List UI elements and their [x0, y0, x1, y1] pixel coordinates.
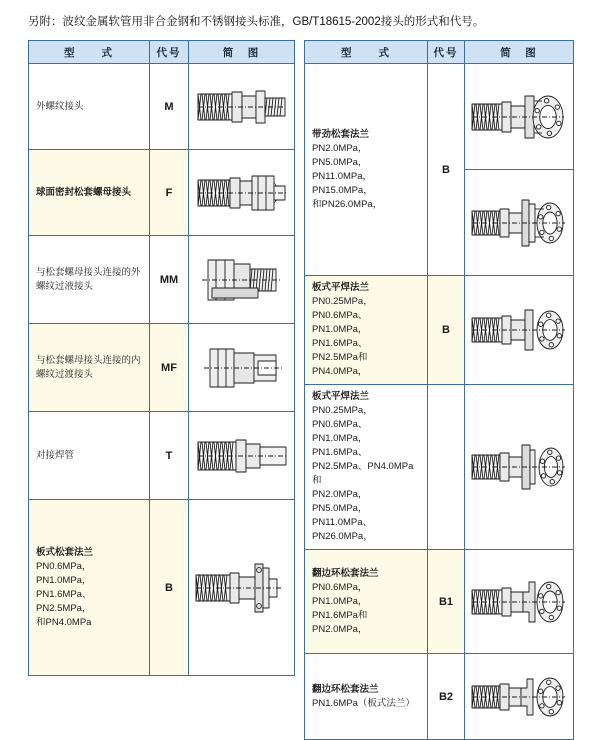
row-figure-cell: [189, 64, 295, 150]
header-code: 代号: [428, 41, 465, 64]
table-body-left: [29, 64, 295, 676]
row-code-cell: F: [150, 150, 189, 236]
header-figure: 简 图: [189, 41, 295, 64]
type-line: PN11.0MPa，PN15.0MPa，: [312, 170, 373, 196]
ribbed-lap-flange-a: [465, 66, 573, 168]
header-code: 代号: [150, 41, 189, 64]
table-row: [305, 385, 574, 550]
type-line: 板式平焊法兰: [312, 282, 370, 293]
joint-type-table-left: [28, 40, 295, 676]
table-row: [29, 236, 295, 324]
row-figure-cell: [465, 385, 574, 550]
type-line: 板式平焊法兰: [312, 391, 370, 402]
row-type-cell: [29, 64, 150, 150]
type-line: PN1.6MPa、PN2.5MPa，: [36, 588, 92, 614]
plate-slip-on-flange-b: [465, 414, 573, 520]
type-line: PN1.0MPa，PN1.6MPa、: [312, 433, 368, 458]
row-figure-cell: [465, 276, 574, 385]
row-figure-cell: [189, 236, 295, 324]
type-line: PN0.25MPa，PN0.6MPa、: [312, 296, 373, 321]
row-code-cell: B: [428, 64, 465, 276]
type-line: 板式松套法兰: [36, 546, 94, 558]
row-figure-cell: [465, 64, 574, 170]
type-line: 和PN26.0MPa，: [312, 198, 383, 210]
spherical-union-nut-joint: [189, 152, 294, 234]
header-type: 型 式: [305, 41, 428, 64]
type-line: PN0.25MPa，PN0.6MPa、: [312, 405, 373, 430]
row-code-cell: [428, 385, 465, 550]
header-row: [29, 41, 295, 64]
header-figure: 简 图: [465, 41, 574, 64]
row-type-cell: [29, 500, 150, 676]
type-line: PN0.6MPa，PN1.0MPa，: [36, 560, 92, 586]
type-line: PN1.6MPa（板式法兰）: [312, 697, 415, 709]
row-figure-cell: [189, 412, 295, 500]
row-code-cell: M: [150, 64, 189, 150]
type-line: 对接焊管: [36, 449, 75, 461]
row-code-cell: B1: [428, 550, 465, 654]
row-type-cell: [29, 412, 150, 500]
type-line: PN2.5MPa、PN4.0MPa 和: [312, 461, 414, 486]
row-type-cell: [305, 385, 428, 550]
type-line: PN2.0MPa，PN5.0MPa，: [312, 142, 368, 168]
joint-type-table-right: [304, 40, 574, 740]
tables-container: [28, 40, 574, 740]
table-head-right: [305, 41, 574, 64]
row-figure-cell: [465, 550, 574, 654]
type-line: 翻边环松套法兰: [312, 567, 379, 579]
type-line: PN11.0MPa、PN26.0MPa，: [312, 517, 373, 542]
type-line: 与松套螺母接头连接的内螺纹过渡接头: [36, 354, 141, 380]
row-figure-cell: [465, 654, 574, 740]
table-row: [29, 324, 295, 412]
plate-lap-joint-flange: [189, 502, 294, 674]
female-thread-transition-joint: [189, 326, 294, 410]
type-line: 翻边环松套法兰: [312, 683, 379, 695]
type-line: PN1.6MPa和PN2.0MPa，: [312, 609, 368, 635]
row-type-cell: [29, 150, 150, 236]
male-thread-transition-joint: [189, 238, 294, 322]
table-row: [29, 500, 295, 676]
table-body-right: [305, 64, 574, 740]
header-type: 型 式: [29, 41, 150, 64]
type-line: 和PN4.0MPa: [36, 616, 92, 628]
row-type-cell: [29, 236, 150, 324]
row-type-cell: [305, 276, 428, 385]
butt-weld-pipe: [189, 414, 294, 498]
row-type-cell: [305, 654, 428, 740]
row-figure-cell: [189, 150, 295, 236]
type-line: PN1.0MPa，PN1.6MPa、: [312, 324, 368, 349]
table-row: [305, 276, 574, 385]
table-row: [305, 654, 574, 740]
row-code-cell: MM: [150, 236, 189, 324]
table-row: [305, 64, 574, 170]
row-code-cell: B: [428, 276, 465, 385]
row-code-cell: T: [150, 412, 189, 500]
row-code-cell: MF: [150, 324, 189, 412]
table-row: [305, 550, 574, 654]
row-figure-cell: [465, 170, 574, 276]
table-head-left: [29, 41, 295, 64]
type-line: PN2.0MPa，PN5.0MPa，: [312, 489, 368, 514]
page-caption: 另附：波纹金属软管用非合金钢和不锈钢接头标准，GB/T18615-2002接头的形式和代号。: [28, 16, 485, 28]
row-type-cell: [305, 64, 428, 276]
table-row: [29, 150, 295, 236]
row-code-cell: B: [150, 500, 189, 676]
threaded-male-joint: [189, 66, 294, 148]
table-row: [29, 412, 295, 500]
type-line: 外螺纹接头: [36, 100, 84, 112]
row-figure-cell: [189, 324, 295, 412]
type-line: 与松套螺母接头连接的外螺纹过液接头: [36, 266, 141, 292]
ribbed-lap-flange-b: [465, 172, 573, 274]
type-line: PN0.6MPa，PN1.0MPa，: [312, 581, 368, 607]
row-code-cell: B2: [428, 654, 465, 740]
type-line: 带劲松套法兰: [312, 128, 370, 140]
row-type-cell: [29, 324, 150, 412]
plate-slip-on-flange-a: [465, 290, 573, 370]
lapped-ring-flange-b: [465, 656, 573, 738]
lapped-ring-flange-a: [465, 552, 573, 652]
type-line: PN2.5MPa和PN4.0MPa，: [312, 352, 368, 377]
row-type-cell: [305, 550, 428, 654]
type-line: 球面密封松套螺母接头: [36, 186, 132, 198]
header-row: [305, 41, 574, 64]
row-figure-cell: [189, 500, 295, 676]
table-row: [29, 64, 295, 150]
